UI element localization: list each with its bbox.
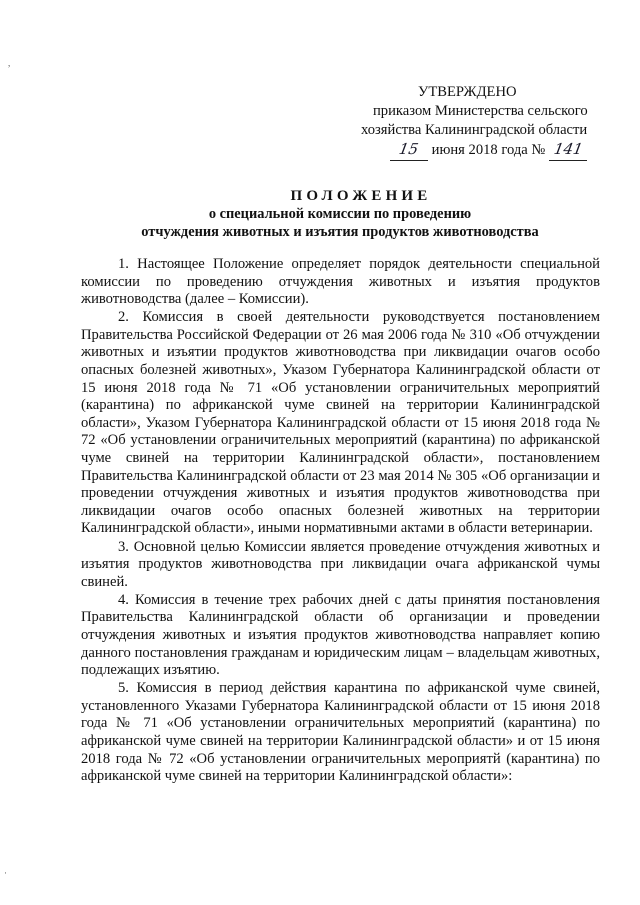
approval-ministry-line: хозяйства Калининградской области	[361, 122, 588, 138]
approval-heading: УТВЕРЖДЕНО	[418, 84, 517, 100]
paragraph-2: 2. Комиссия в своей деятельности руководствуется постановлением Правительства Российской Федерации от 26 мая 2006 года № 310 «Об отчуждении животных и изъятии продуктов животноводства при ликвидации очагов особо опасных болезней животных», Указом Губернатора Калининградской области от 15 июня 2018 года № 71 «Об установлении ограничительных мероприятий (карантина) по африканской чуме свиней на территории Калининградской области», Указом Губернатора Калининградской области от 15 июня 2018 года № 72 «Об установлении ограничительных мероприятий (карантина) по африканской чуме свиней на территории Калининградской области», постановлением Правительства Калининградской области от 23 мая 2014 № 305 «Об организации и проведении отчуждения животных и изъятия продуктов животноводства при ликвидации очагов особо опасных болезней животных на территории Калининградской области», иными нормативными актами в области ветеринарии.	[81, 309, 600, 537]
approval-order-line: приказом Министерства сельского	[373, 103, 588, 119]
paragraph-3: 3. Основной целью Комиссии является проведение отчуждения животных и изъятия продуктов животноводства при ликвидации очага африканской чумы свиней.	[81, 538, 600, 590]
paragraph-1: 1. Настоящее Положение определяет порядок деятельности специальной комиссии по проведению отчуждения животных и изъятия продуктов животноводства (далее – Комиссии).	[81, 256, 600, 308]
title-subtitle-2: отчуждения животных и изъятия продуктов животноводства	[141, 223, 539, 240]
handwritten-number: 141	[549, 140, 587, 161]
paragraph-5: 5. Комиссия в период действия карантина по африканской чуме свиней, установленного Указами Губернатора Калининградской области от 15 июня 2018 года № 71 «Об установлении ограничительных мероприятий (карантина) по африканской чуме свиней на территории Калининградской области» и от 15 июня 2018 года № 72 «Об установлении ограничительных мероприятй (карантина) по африканской чуме свиней на территории Калининградской области»:	[81, 680, 600, 785]
paragraph-4: 4. Комиссия в течение трех рабочих дней с даты принятия постановления Правительства Калининградской области об организации и проведении отчуждения животных и изъятия продуктов животноводства направляет копию данного постановления гражданам и юридическим лицам – владельцам животных, подлежащих изъятию.	[81, 591, 600, 679]
scan-mark: ·	[4, 868, 7, 878]
approval-date-text: июня 2018 года №	[428, 142, 549, 158]
document-body	[81, 256, 600, 786]
approval-stamp	[360, 83, 600, 161]
title-main: ПОЛОЖЕНИЕ	[290, 188, 432, 204]
approval-date-line	[360, 140, 600, 161]
handwritten-day: 15	[390, 140, 428, 161]
document-title	[80, 186, 600, 241]
title-subtitle-1: о специальной комиссии по проведению	[208, 206, 472, 222]
scan-mark: ,	[8, 58, 11, 68]
